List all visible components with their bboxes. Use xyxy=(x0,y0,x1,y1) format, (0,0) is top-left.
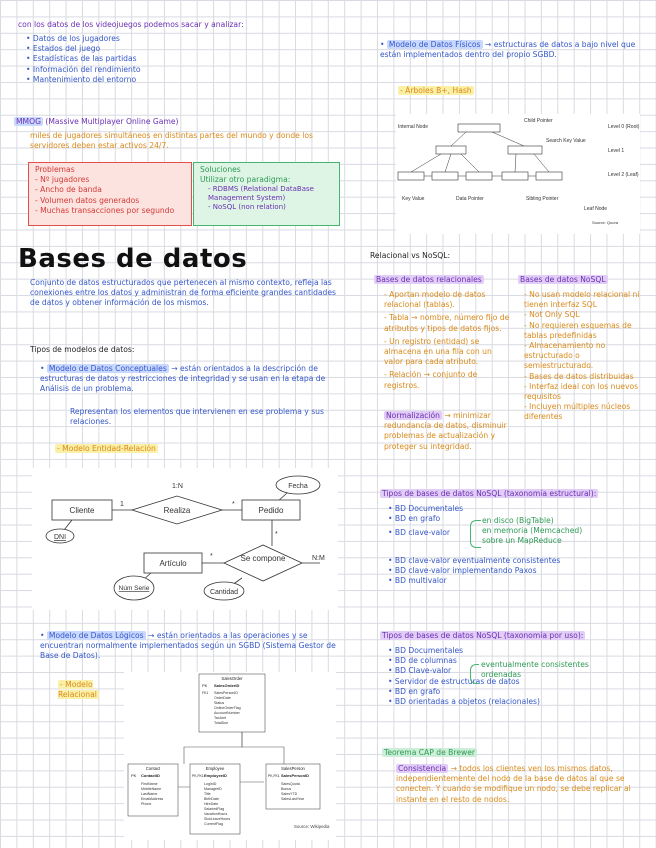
conceptual-sub: Representan los elementos que intervienen en ese problema y sus relaciones. xyxy=(70,407,324,427)
table-pk: SalesPersonID xyxy=(281,773,310,778)
problems-list xyxy=(29,175,191,216)
table-pk-label: PK xyxy=(131,773,137,778)
er-entity-articulo xyxy=(144,553,202,573)
list-item: - Tabla → nombre, número fijo de atributos y tipos de datos fijos. xyxy=(384,313,510,333)
normalizacion: Normalización → minimizar redundancia de datos, disminuir problemas de actualización y proteger su integridad. xyxy=(384,411,507,451)
rel-list xyxy=(384,290,512,394)
list-item: - Un registro (entidad) se almacena en una fila con un valor para cada atributo. xyxy=(384,336,492,367)
table-contact xyxy=(128,764,178,816)
list-item: • Servidor de estructuras de datos xyxy=(388,676,520,686)
table-employee xyxy=(190,764,240,834)
table-field: Bonus xyxy=(281,787,292,791)
fisico-description: • Modelo de Datos Físicos → estructuras de datos a bajo nivel que están implementados dentro del propio SGBD. xyxy=(380,40,636,60)
list-item: - Nº jugadores xyxy=(35,175,90,185)
list-item: en memoria (Memcached) xyxy=(482,526,583,536)
list-item: ordenadas xyxy=(481,670,522,680)
er-label: Núm Serie xyxy=(118,585,150,592)
table-pk: ContactID xyxy=(141,773,160,778)
mmog-description: miles de jugadores simultáneos en distintas partes del mundo y donde los servidores deben estar activos 24/7. xyxy=(30,131,313,151)
table-pk: EmployeeID xyxy=(204,773,227,778)
er-attribute-numserie xyxy=(114,576,154,600)
btree-label: Level 1 xyxy=(608,148,625,154)
list-item: • BD multivalor xyxy=(388,576,447,586)
rel-vs-nosql-heading: Relacional vs NoSQL: xyxy=(370,251,451,260)
conceptual-description: • Modelo de Datos Conceptuales → están orientados a la descripción de estructuras de datos y restricciones de integridad y se usan en la etapa de Análisis de un problema. xyxy=(40,364,326,394)
er-relation-realiza xyxy=(132,496,222,524)
er-cardinality: 1 xyxy=(120,501,124,508)
er-entity-pedido xyxy=(242,500,300,520)
table-field: SalesQuota xyxy=(281,782,300,786)
kv-branches xyxy=(482,516,642,547)
logico-description: • Modelo de Datos Lógicos → están orientados a las operaciones y se encuentran normalmente implementados según un SGBD (Sistema Gestor de Base de Datos). xyxy=(40,631,336,661)
solutions-box xyxy=(193,162,340,226)
solutions-title: Soluciones xyxy=(200,165,241,174)
er-cardinality: * xyxy=(275,531,278,538)
list-item: • Mantenimiento del entorno xyxy=(26,74,137,84)
list-item: - No requieren esquemas de tablas predefinidas xyxy=(524,320,632,340)
list-item: - Almacenamiento no estructurado o semiestructurado. xyxy=(524,341,606,371)
list-item: sobre un MapReduce xyxy=(482,536,562,546)
table-name: SalesPerson xyxy=(281,766,305,771)
list-item: - Bases de datos distribuidas xyxy=(524,371,634,381)
table-field: TotalDue xyxy=(214,721,229,725)
er-label: Artículo xyxy=(159,559,187,568)
btree-label: Internal Node xyxy=(398,124,429,130)
intro-heading: con los datos de los videojuegos podemos sacar y analizar: xyxy=(18,20,244,29)
kv-uso-branches xyxy=(481,660,641,680)
btree-diagram xyxy=(396,114,640,234)
list-item: eventualmente consistentes xyxy=(481,660,589,669)
tipos-uso-heading: Tipos de bases de datos NoSQL (taxonomía por uso): xyxy=(382,631,584,640)
list-item: • BD clave-valor xyxy=(388,528,451,538)
list-item: - Muchas transacciones por segundo xyxy=(35,205,175,215)
btree-label: Leaf Node xyxy=(584,206,608,212)
list-item: • BD orientadas a objetos (relacionales) xyxy=(388,697,540,707)
list-item: - Volumen datos generados xyxy=(35,195,140,205)
diagram-source: Source: Wikipedia xyxy=(294,824,330,829)
table-field: VacationHours xyxy=(204,812,228,816)
table-name: SalesOrder xyxy=(221,676,243,681)
table-field: Phone xyxy=(141,802,152,806)
btree-label: Level 0 (Root) xyxy=(608,124,640,130)
fisico-example: - Árboles B+, Hash xyxy=(400,86,472,95)
table-field: LastName xyxy=(141,792,158,796)
er-label: DNI xyxy=(53,534,67,541)
table-field: Status xyxy=(214,701,225,705)
er-label: Se compone xyxy=(240,554,286,563)
table-field: EmailAddress xyxy=(141,797,164,801)
btree-label: Key Value xyxy=(402,196,425,202)
table-name: Employee xyxy=(205,766,225,771)
list-item: • BD en grafo xyxy=(388,686,441,696)
list-item: - No usan modelo relacional ni tienen interfaz SQL xyxy=(524,290,640,310)
kv-uso-brace xyxy=(470,664,479,684)
er-label: Realiza xyxy=(163,506,191,515)
table-field: OrderDate xyxy=(214,696,231,700)
list-item: • BD de columnas xyxy=(388,656,457,666)
list-item: • Estadísticas de las partidas xyxy=(26,54,137,64)
btree-source: Source: Quora xyxy=(592,220,619,225)
list-item: - Aportan modelo de datos relacional (tablas). xyxy=(384,290,486,310)
er-label: Cliente xyxy=(69,506,95,515)
er-label: Cantidad xyxy=(209,589,239,596)
table-field: SalesYTD xyxy=(281,792,298,796)
table-pk-label: PK,FK1 xyxy=(268,774,280,778)
table-field: MiddleName xyxy=(141,787,162,791)
list-item: en disco (BigTable) xyxy=(482,516,554,525)
btree-svg xyxy=(396,114,640,234)
table-pk-label: PK xyxy=(202,683,208,688)
conceptual-example: - Modelo Entidad-Relación xyxy=(57,444,156,453)
problems-box xyxy=(28,162,192,226)
table-pk-label: PK,FK1 xyxy=(192,774,204,778)
table-fk-label: FK1 xyxy=(202,691,209,695)
list-item: • BD en grafo xyxy=(388,514,441,524)
solutions-intro: Utilizar otro paradigma: xyxy=(200,175,291,185)
er-entity-cliente xyxy=(52,500,112,520)
er-attribute-cantidad xyxy=(204,582,244,600)
er-label: Fecha xyxy=(288,483,308,490)
table-field: CurrentFlag xyxy=(204,822,223,826)
btree-label: Search Key Value xyxy=(546,138,586,144)
btree-label: Data Pointer xyxy=(456,196,484,202)
bases-description: Conjunto de datos estructurados que pertenecen al mismo contexto, refleja las conexiones entre los datos y administran de forma eficiente grandes cantidades de datos y obtener información de los mismos. xyxy=(30,278,337,308)
rel-title: Bases de datos relacionales xyxy=(376,275,482,284)
table-salesorder xyxy=(199,674,265,732)
list-item: • BD Documentales xyxy=(388,504,464,513)
list-item: • BD clave-valor implementando Paxos xyxy=(388,566,537,576)
table-field: SalesLastYear xyxy=(281,797,305,801)
tipos-estructural-list2 xyxy=(388,556,638,587)
table-field: LoginID xyxy=(204,782,217,786)
modelos-heading: Tipos de modelos de datos: xyxy=(30,345,135,354)
btree-label: Child Pointer xyxy=(524,118,553,124)
list-item: - Not Only SQL xyxy=(524,310,580,320)
er-attribute-dni xyxy=(46,529,74,543)
table-field: OnlineOrderFlag xyxy=(214,706,241,710)
table-field: AccountNumber xyxy=(214,711,240,715)
list-item: • Datos de los jugadores xyxy=(26,34,120,43)
cap-heading: Teorema CAP de Brewer xyxy=(384,748,475,757)
table-salesperson xyxy=(266,764,320,809)
list-item: • BD clave-valor eventualmente consistentes xyxy=(388,556,561,565)
nosql-list xyxy=(524,290,644,423)
page-title: Bases de datos xyxy=(18,244,248,274)
er-cardinality: N:M xyxy=(312,555,325,562)
list-item: • Información del rendimiento xyxy=(26,64,141,74)
list-item: • Estados del juego xyxy=(26,44,101,54)
table-field: SalesPersonID xyxy=(214,691,238,695)
btree-label: Level 2 (Leaf) xyxy=(608,172,639,178)
table-field: FirstName xyxy=(141,782,158,786)
er-diagram-svg xyxy=(32,468,338,610)
mmog-heading: MMOG (Massive Multiplayer Online Game) xyxy=(16,117,179,126)
logico-example: - Modelo Relacional xyxy=(58,680,97,700)
kv-brace xyxy=(470,520,481,548)
er-attribute-fecha xyxy=(276,476,320,494)
list-item: - RDBMS (Relational DataBase Management System) xyxy=(208,185,314,203)
table-field: HireDate xyxy=(204,802,219,806)
btree-label: Sibling Pointer xyxy=(526,196,559,202)
relational-diagram xyxy=(124,672,336,840)
table-field: BirthDate xyxy=(204,797,219,801)
table-field: SickLeaveHours xyxy=(204,817,231,821)
nosql-title: Bases de datos NoSQL xyxy=(520,275,606,284)
er-label: Pedido xyxy=(258,506,284,515)
cap-description: Consistencia → todos los clientes ven los mismos datos, independientemente del nodo de la base de datos al que se conecten. Y cuando se modifique un nodo, se debe replicar al instante en el resto de nodos. xyxy=(396,764,631,804)
list-item: - Ancho de banda xyxy=(35,185,102,195)
er-relation-secompone xyxy=(224,545,302,581)
list-item: - Interfaz ideal con los nuevos requisitos xyxy=(524,381,639,402)
er-cardinality: * xyxy=(210,553,213,560)
er-cardinality: 1:N xyxy=(172,483,183,490)
table-pk: SalesOrderID xyxy=(214,683,240,688)
solutions-list xyxy=(194,185,339,212)
table-field: ManagerID xyxy=(204,787,222,791)
list-item: - Relación → conjunto de registros. xyxy=(384,370,478,390)
list-item: - NoSQL (non relation) xyxy=(208,203,286,212)
table-field: SalariedFlag xyxy=(204,807,225,811)
tipos-estructural-heading: Tipos de bases de datos NoSQL (taxonomía estructural): xyxy=(382,489,597,498)
intro-list xyxy=(26,34,326,85)
er-diagram xyxy=(32,468,338,610)
list-item: • BD Clave-valor xyxy=(388,666,452,676)
table-name: Contact xyxy=(145,766,161,771)
relational-diagram-svg xyxy=(124,672,336,840)
table-field: TaxAmt xyxy=(214,716,226,720)
problems-title: Problemas xyxy=(35,165,75,174)
list-item: - Incluyen múltiples núcleos diferentes xyxy=(524,402,631,422)
list-item: • BD Documentales xyxy=(388,646,464,655)
er-cardinality: * xyxy=(232,501,235,508)
table-field: Title xyxy=(204,792,211,796)
